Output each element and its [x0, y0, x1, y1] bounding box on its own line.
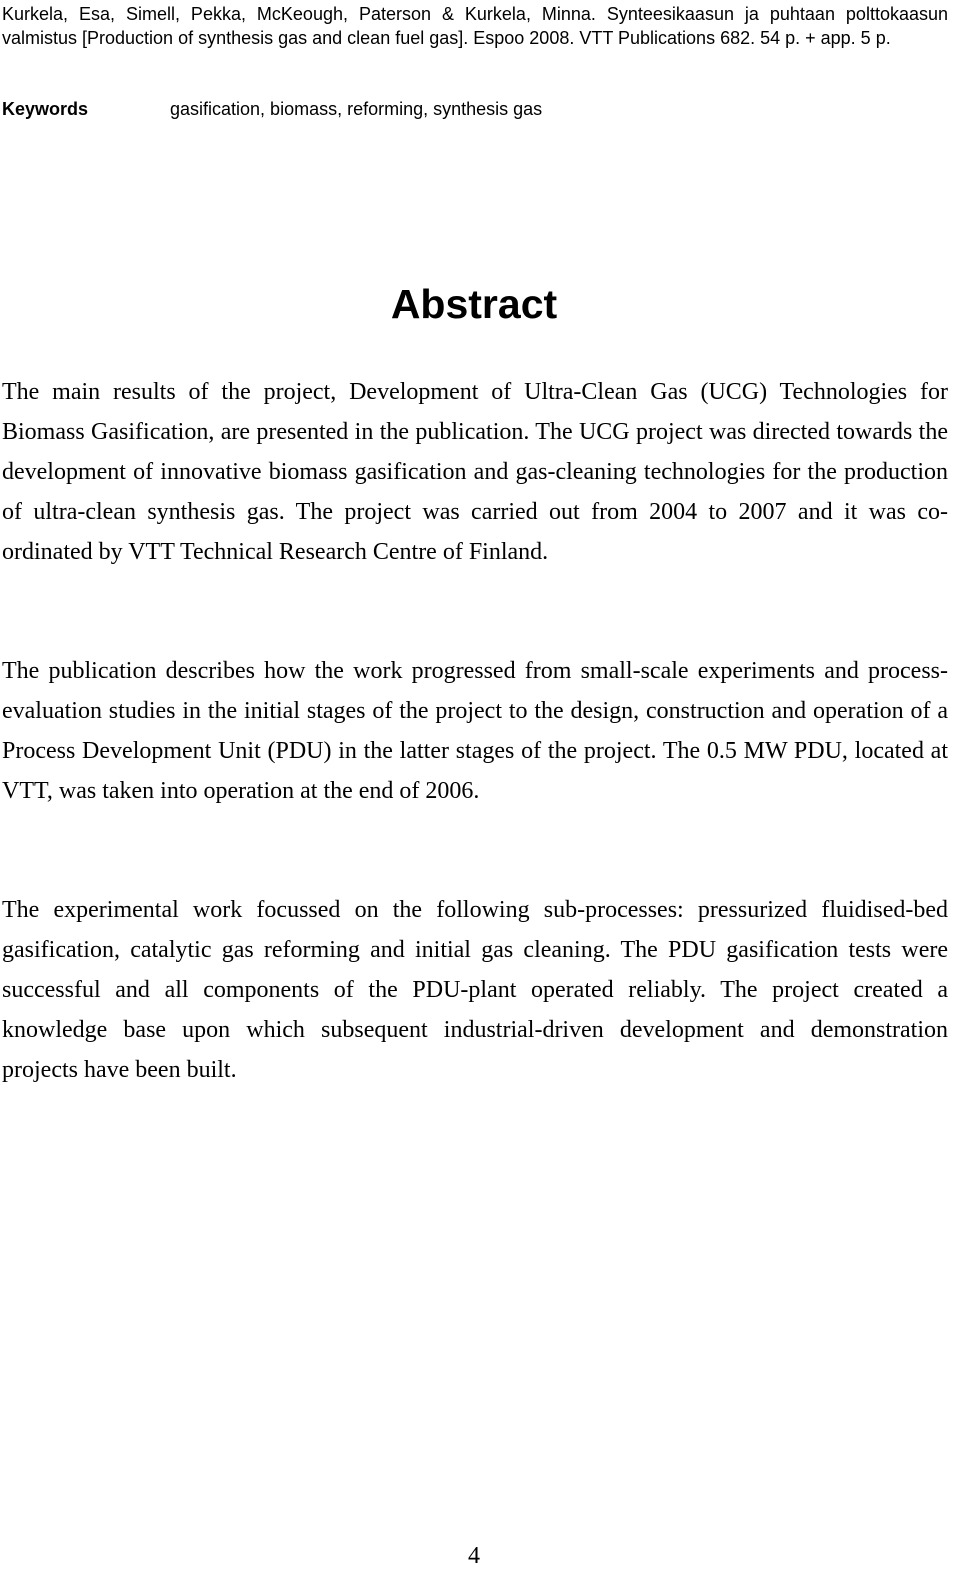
keywords-value: gasification, biomass, reforming, synthesis gas — [170, 99, 543, 119]
abstract-paragraph-2: The publication describes how the work progressed from small-scale experiments and process-evaluation studies in the initial stages of the project to the design, construction and operation of a Process Development Unit (PDU) in the latter stages of the project. The 0.5 MW PDU, located at VTT, was taken into operation at the end of 2006. — [2, 658, 948, 804]
citation: Kurkela, Esa, Simell, Pekka, McKeough, Paterson & Kurkela, Minna. Synteesikaasun ja puhtaan polttokaasun valmistus [Production of synthesis gas and clean fuel gas]. Espoo 2008. VTT Publications 682. 54 p. + app. 5 p. — [2, 4, 948, 48]
keywords-label: Keywords — [2, 99, 89, 119]
abstract-heading: Abstract — [390, 281, 558, 327]
abstract-paragraph-3: The experimental work focussed on the following sub-processes: pressurized fluidised-bed gasification, catalytic gas reforming and initial gas cleaning. The PDU gasification tests were successful and all components of the PDU-plant operated reliably. The project created a knowledge base upon which subsequent industrial-driven development and demonstration projects have been built. — [2, 897, 948, 1083]
abstract-paragraph-1: The main results of the project, Development of Ultra-Clean Gas (UCG) Technologies for Biomass Gasification, are presented in the publication. The UCG project was directed towards the development of innovative biomass gasification and gas-cleaning technologies for the production of ultra-clean synthesis gas. The project was carried out from 2004 to 2007 and it was co-ordinated by VTT Technical Research Centre of Finland. — [2, 379, 948, 565]
keywords-row — [2, 97, 948, 121]
page-number: 4 — [468, 1543, 480, 1569]
